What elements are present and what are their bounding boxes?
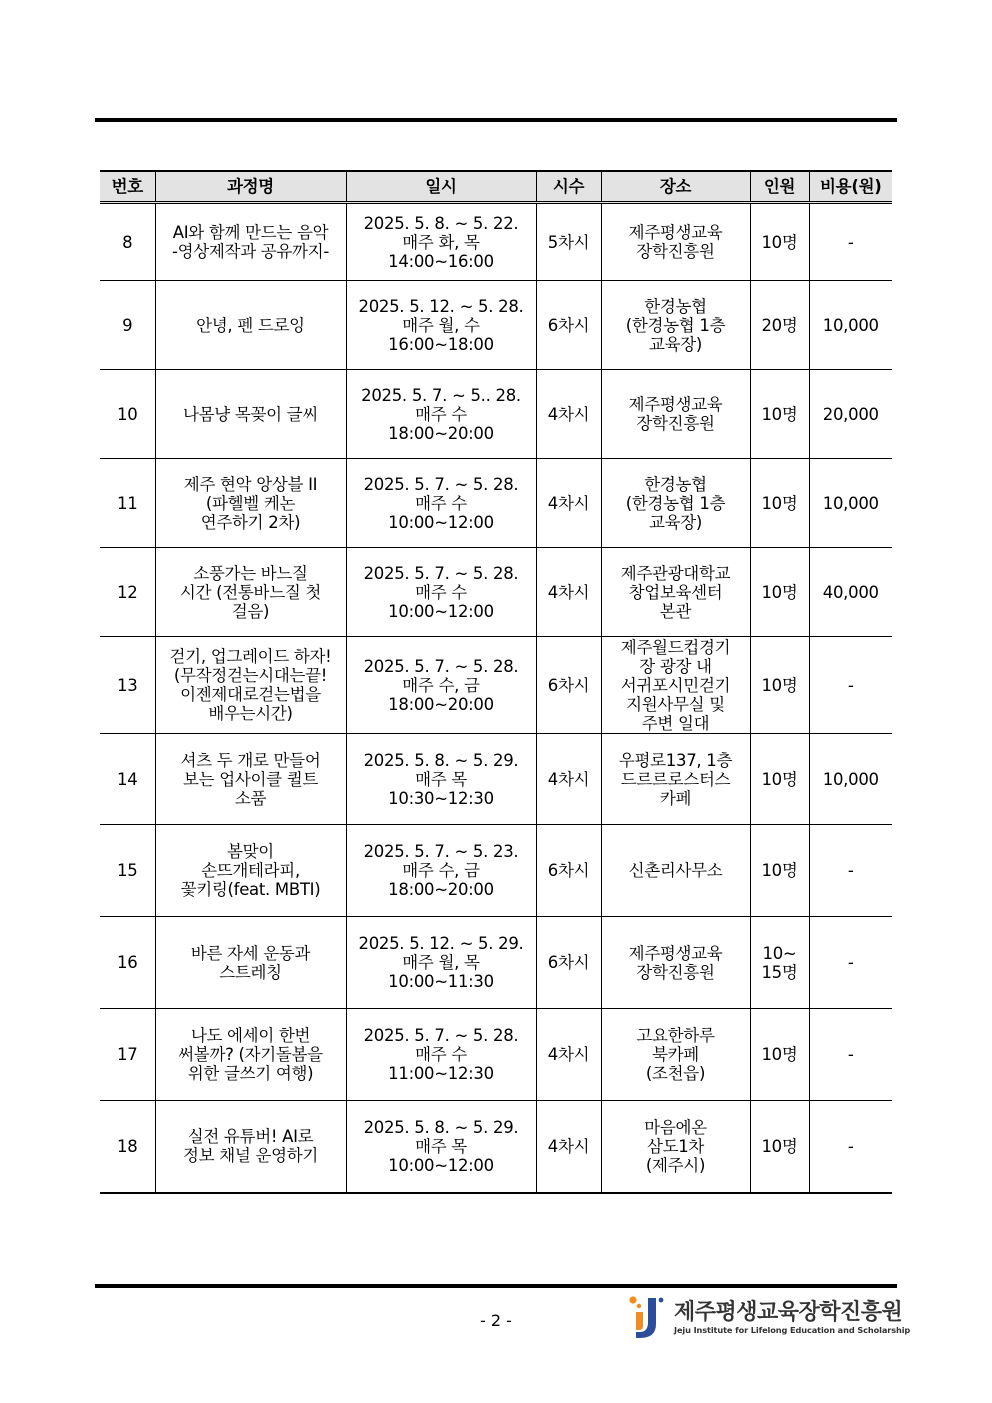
logo-dot-blue	[659, 1298, 664, 1303]
cell-hours: 6차시	[536, 917, 601, 1009]
cell-schedule	[346, 825, 536, 917]
table-row	[100, 1101, 892, 1193]
cell-people-line: 10~	[762, 943, 797, 963]
cell-course-line: 나도 에세이 한번	[190, 1026, 311, 1045]
cell-course-line: 봄맞이	[227, 842, 274, 861]
cell-no: 15	[100, 825, 155, 917]
cell-people	[750, 1101, 809, 1193]
table-row	[100, 734, 892, 825]
cell-schedule-line: 매주 월, 목	[402, 953, 480, 972]
table-row	[100, 548, 892, 637]
cell-schedule-line: 10:00~12:00	[388, 1155, 494, 1175]
cell-place-line: 북카페	[652, 1045, 699, 1064]
cell-course-line: 손뜨개테라피,	[201, 861, 300, 880]
header-schedule: 일시	[346, 171, 536, 203]
cell-schedule-line: 10:30~12:30	[388, 788, 494, 808]
cell-people-line: 10명	[761, 404, 798, 424]
cell-people	[750, 370, 809, 459]
cell-people-line: 20명	[761, 315, 798, 335]
cell-no: 11	[100, 459, 155, 548]
cell-schedule-line: 11:00~12:30	[388, 1064, 494, 1083]
institute-logo	[626, 1294, 911, 1340]
cell-place-line: 고요한하루	[636, 1026, 715, 1045]
cell-no: 12	[100, 548, 155, 637]
cell-schedule	[346, 281, 536, 370]
cell-course-line: 이젠제대로걷는법을	[180, 685, 321, 704]
cell-course	[155, 637, 346, 734]
cell-schedule-line: 매주 수	[415, 404, 467, 424]
course-table-body	[100, 203, 892, 1193]
cell-cost: -	[809, 1101, 892, 1193]
cell-schedule-line: 매주 수, 금	[402, 861, 480, 880]
logo-dot-orange	[629, 1296, 636, 1303]
cell-schedule-line: 2025. 5. 7. ~ 5. 28.	[363, 656, 519, 676]
logo-j-orange	[636, 1312, 643, 1330]
cell-hours: 4차시	[536, 370, 601, 459]
table-row	[100, 281, 892, 370]
cell-schedule-line: 매주 화, 목	[402, 232, 480, 252]
cell-people	[750, 1009, 809, 1101]
cell-people-line: 10명	[761, 1136, 798, 1156]
cell-place	[601, 734, 750, 825]
cell-course-line: 스트레칭	[219, 962, 282, 982]
cell-place-line: 한경농협	[644, 474, 707, 494]
table-row	[100, 370, 892, 459]
header-hours: 시수	[536, 171, 601, 203]
header-cost: 비용(원)	[809, 171, 892, 203]
cell-course-line: 실전 유튜버! AI로	[187, 1127, 314, 1147]
cell-place-line: 제주평생교육	[628, 943, 723, 963]
cell-place	[601, 459, 750, 548]
cell-cost: -	[809, 203, 892, 281]
cell-schedule-line: 매주 월, 수	[402, 315, 480, 335]
cell-cost: 20,000	[809, 370, 892, 459]
cell-course	[155, 734, 346, 825]
cell-schedule-line: 10:00~11:30	[388, 972, 494, 991]
cell-cost: 10,000	[809, 734, 892, 825]
cell-place-line: 주변 일대	[641, 713, 710, 733]
cell-schedule	[346, 734, 536, 825]
cell-place	[601, 825, 750, 917]
cell-place-line: 제주평생교육	[628, 395, 723, 414]
cell-place	[601, 637, 750, 734]
cell-course	[155, 370, 346, 459]
cell-schedule-line: 16:00~18:00	[388, 334, 494, 354]
cell-hours: 5차시	[536, 203, 601, 281]
cell-schedule	[346, 1101, 536, 1193]
cell-course	[155, 1101, 346, 1193]
cell-place-line: 삼도1차	[646, 1136, 705, 1156]
cell-place	[601, 1009, 750, 1101]
cell-course-line: 제주 현악 앙상블 II	[183, 474, 318, 494]
bottom-rule	[95, 1284, 897, 1288]
cell-course-line: (파헬벨 케논	[205, 493, 296, 513]
table-row	[100, 917, 892, 1009]
cell-schedule-line: 매주 수	[415, 1045, 467, 1064]
cell-place-line: 장학진흥원	[636, 414, 715, 433]
cell-hours: 4차시	[536, 548, 601, 637]
cell-schedule	[346, 203, 536, 281]
cell-cost: 10,000	[809, 459, 892, 548]
cell-course-line: 셔츠 두 개로 만들어	[180, 750, 321, 770]
cell-course-line: 나몸냥 목꽂이 글씨	[182, 404, 318, 424]
cell-place	[601, 917, 750, 1009]
cell-place-line: (한경농협 1층	[625, 315, 726, 335]
header-people: 인원	[750, 171, 809, 203]
cell-schedule	[346, 370, 536, 459]
table-row	[100, 825, 892, 917]
cell-schedule-line: 10:00~12:00	[388, 601, 494, 621]
cell-place-line: 마음에온	[644, 1117, 707, 1137]
cell-people-line: 10명	[761, 582, 798, 602]
cell-place	[601, 203, 750, 281]
cell-people	[750, 637, 809, 734]
cell-people-line: 10명	[761, 861, 798, 880]
cell-course-line: 안녕, 펜 드로잉	[196, 315, 305, 335]
cell-people	[750, 825, 809, 917]
cell-course-line: 시간 (전통바느질 첫	[179, 582, 322, 602]
cell-schedule-line: 매주 수	[415, 582, 467, 602]
cell-place-line: 지원사무실 및	[626, 694, 725, 714]
cell-schedule-line: 14:00~16:00	[388, 251, 494, 271]
cell-hours: 6차시	[536, 637, 601, 734]
cell-course-line: 써볼까? (자기돌봄을	[178, 1045, 323, 1064]
table-row	[100, 203, 892, 281]
cell-schedule-line: 18:00~20:00	[388, 694, 494, 714]
top-rule	[95, 118, 897, 122]
cell-course	[155, 203, 346, 281]
cell-schedule-line: 10:00~12:00	[388, 512, 494, 532]
cell-schedule-line: 2025. 5. 7. ~ 5. 23.	[363, 842, 519, 861]
cell-course-line: 정보 채널 운영하기	[182, 1146, 318, 1166]
cell-people-line: 10명	[761, 769, 798, 789]
cell-schedule	[346, 637, 536, 734]
cell-schedule-line: 매주 수, 금	[402, 675, 480, 695]
page-number: - 2 -	[480, 1311, 512, 1330]
cell-people	[750, 203, 809, 281]
cell-course-line: AI와 함께 만드는 음악	[172, 223, 329, 242]
cell-place	[601, 281, 750, 370]
header-place: 장소	[601, 171, 750, 203]
cell-schedule-line: 2025. 5. 7. ~ 5.. 28.	[361, 385, 521, 405]
cell-course-line: 바른 자세 운동과	[190, 943, 311, 963]
cell-hours: 4차시	[536, 1009, 601, 1101]
cell-cost: -	[809, 1009, 892, 1101]
cell-place-line: 신촌리사무소	[628, 861, 723, 880]
cell-place-line: 제주관광대학교	[620, 563, 731, 583]
cell-course	[155, 917, 346, 1009]
cell-cost: -	[809, 917, 892, 1009]
cell-place	[601, 370, 750, 459]
cell-place-line: 장학진흥원	[636, 962, 715, 982]
cell-no: 18	[100, 1101, 155, 1193]
cell-no: 16	[100, 917, 155, 1009]
cell-place-line: 장 광장 내	[639, 656, 712, 676]
cell-people	[750, 459, 809, 548]
cell-place-line: (조천읍)	[645, 1064, 706, 1083]
cell-schedule-line: 매주 수	[415, 493, 467, 513]
table-row	[100, 1009, 892, 1101]
cell-place	[601, 548, 750, 637]
cell-cost: -	[809, 637, 892, 734]
cell-place-line: 장학진흥원	[636, 242, 715, 261]
cell-hours: 6차시	[536, 825, 601, 917]
cell-schedule	[346, 1009, 536, 1101]
cell-place-line: 교육장)	[648, 512, 703, 532]
cell-course-line: 소풍가는 바느질	[193, 563, 308, 583]
cell-course-line: -영상제작과 공유까지-	[171, 242, 329, 261]
cell-cost: 10,000	[809, 281, 892, 370]
logo-subtitle: Jeju Institute for Lifelong Education and Scholarship	[674, 1325, 911, 1335]
cell-schedule-line: 18:00~20:00	[388, 880, 494, 899]
cell-schedule-line: 2025. 5. 7. ~ 5. 28.	[363, 1026, 519, 1045]
institute-logo-icon	[626, 1294, 666, 1340]
cell-schedule	[346, 548, 536, 637]
cell-hours: 4차시	[536, 459, 601, 548]
table-row	[100, 637, 892, 734]
cell-people	[750, 917, 809, 1009]
cell-place-line: 서귀포시민걷기	[620, 675, 731, 695]
cell-hours: 4차시	[536, 734, 601, 825]
logo-dot-orange-small	[637, 1304, 641, 1308]
cell-schedule	[346, 459, 536, 548]
cell-course-line: 보는 업사이클 퀼트	[182, 769, 318, 789]
cell-course	[155, 825, 346, 917]
cell-course	[155, 459, 346, 548]
cell-course-line: 배우는시간)	[208, 704, 293, 723]
cell-people-line: 10명	[761, 675, 798, 695]
cell-schedule-line: 2025. 5. 7. ~ 5. 28.	[363, 474, 519, 494]
cell-place-line: 우평로137, 1층	[618, 750, 733, 770]
course-table	[100, 170, 892, 1194]
cell-schedule-line: 2025. 5. 8. ~ 5. 29.	[363, 1117, 519, 1137]
cell-course-line: 걷기, 업그레이드 하자!	[169, 647, 332, 666]
cell-course-line: 꽃키링(feat. MBTI)	[180, 880, 321, 899]
cell-schedule	[346, 917, 536, 1009]
cell-no: 14	[100, 734, 155, 825]
cell-place-line: 드르르로스터스	[620, 769, 731, 789]
cell-schedule-line: 2025. 5. 7. ~ 5. 28.	[363, 563, 519, 583]
cell-place	[601, 1101, 750, 1193]
cell-course-line: 걸음)	[231, 601, 270, 621]
cell-schedule-line: 18:00~20:00	[388, 423, 494, 443]
cell-place-line: 제주평생교육	[628, 223, 723, 242]
cell-place-line: (제주시)	[645, 1155, 706, 1175]
cell-no: 17	[100, 1009, 155, 1101]
cell-schedule-line: 2025. 5. 12. ~ 5. 28.	[358, 296, 524, 316]
cell-place-line: (한경농협 1층	[625, 493, 726, 513]
table-header-row	[100, 171, 892, 203]
cell-course-line: 연주하기 2차)	[200, 512, 301, 532]
cell-people-line: 10명	[761, 493, 798, 513]
cell-course	[155, 548, 346, 637]
cell-place-line: 창업보육센터	[628, 582, 723, 602]
cell-people-line: 10명	[761, 1045, 798, 1064]
header-no: 번호	[100, 171, 155, 203]
cell-no: 8	[100, 203, 155, 281]
cell-course	[155, 1009, 346, 1101]
cell-schedule-line: 매주 목	[415, 1136, 467, 1156]
logo-name: 제주평생교육장학진흥원	[674, 1300, 903, 1325]
cell-no: 10	[100, 370, 155, 459]
cell-place-line: 교육장)	[648, 334, 703, 354]
cell-place-line: 한경농협	[644, 296, 707, 316]
table-row	[100, 459, 892, 548]
cell-cost: 40,000	[809, 548, 892, 637]
cell-place-line: 본관	[659, 601, 692, 621]
cell-schedule-line: 2025. 5. 8. ~ 5. 29.	[363, 750, 519, 770]
cell-schedule-line: 매주 목	[415, 769, 467, 789]
cell-place-line: 제주월드컵경기	[620, 637, 731, 657]
cell-no: 13	[100, 637, 155, 734]
cell-place-line: 카페	[659, 788, 692, 808]
cell-course	[155, 281, 346, 370]
cell-no: 9	[100, 281, 155, 370]
cell-people	[750, 281, 809, 370]
cell-course-line: (무작정걷는시대는끝!	[173, 666, 328, 685]
cell-cost: -	[809, 825, 892, 917]
cell-schedule-line: 2025. 5. 8. ~ 5. 22.	[363, 213, 519, 233]
cell-hours: 4차시	[536, 1101, 601, 1193]
cell-people	[750, 734, 809, 825]
cell-course-line: 위한 글쓰기 여행)	[187, 1064, 314, 1083]
cell-course-line: 소품	[234, 788, 267, 808]
header-course: 과정명	[155, 171, 346, 203]
cell-schedule-line: 2025. 5. 12. ~ 5. 29.	[358, 934, 524, 953]
cell-people-line: 15명	[761, 962, 798, 982]
cell-hours: 6차시	[536, 281, 601, 370]
cell-people	[750, 548, 809, 637]
cell-people-line: 10명	[761, 232, 798, 252]
